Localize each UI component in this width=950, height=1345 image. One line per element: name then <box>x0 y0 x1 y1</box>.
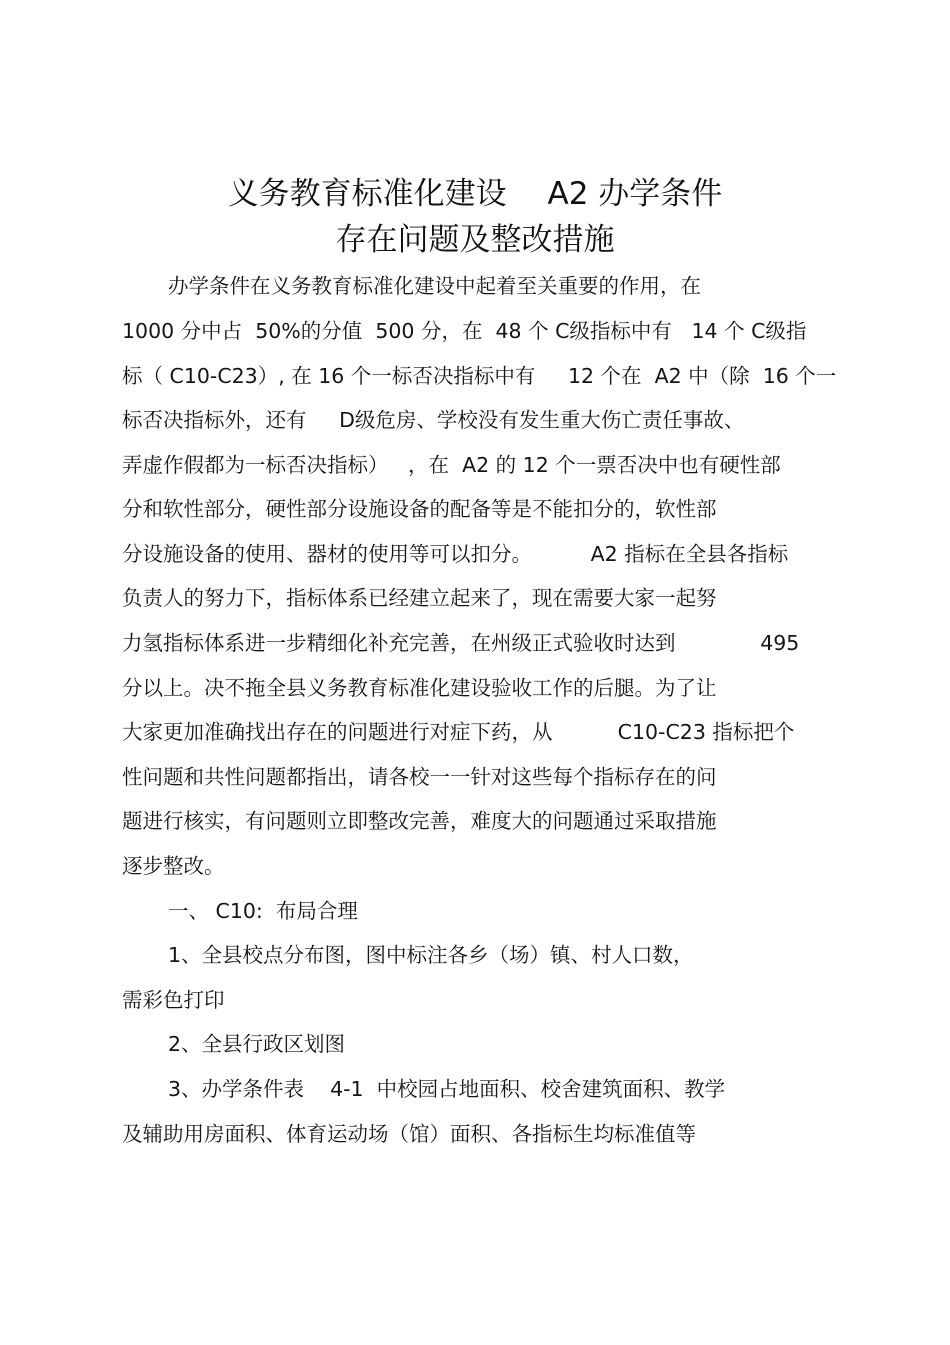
body-line-3: 标（ C10-C23）, 在 16 个一标否决指标中有 12 个在 A2 中（除 16 个一 <box>122 364 837 388</box>
body-line-14: 逐步整改。 <box>122 854 225 878</box>
item-3-line-2: 及辅助用房面积、体育运动场（馆）面积、各指标生均标准值等 <box>122 1122 696 1146</box>
body-line-11: 大家更加准确找出存在的问题进行对症下药，从 C10-C23 指标把个 <box>122 720 795 744</box>
body-line-9: 力氢指标体系进一步精细化补充完善，在州级正式验收时达到 495 <box>122 631 800 655</box>
body-line-4: 标否决指标外，还有 D级危房、学校没有发生重大伤亡责任事故、 <box>122 408 745 432</box>
body-line-6: 分和软性部分，硬性部分设施设备的配备等是不能扣分的，软性部 <box>122 497 717 521</box>
item-1-line-1: 1、全县校点分布图，图中标注各乡（场）镇、村人口数， <box>168 943 694 967</box>
item-2: 2、全县行政区划图 <box>168 1032 346 1056</box>
body-line-8: 负责人的努力下，指标体系已经建立起来了，现在需要大家一起努 <box>122 586 717 610</box>
item-1-line-2: 需彩色打印 <box>122 988 225 1012</box>
document-title-line-2: 存在问题及整改措施 <box>335 222 615 258</box>
body-line-10: 分以上。决不拖全县义务教育标准化建设验收工作的后腿。为了让 <box>122 676 717 700</box>
section-heading-c10: 一、 C10: 布局合理 <box>168 899 358 923</box>
body-line-12: 性问题和共性问题都指出，请各校一一针对这些每个指标存在的问 <box>122 765 717 789</box>
document-title-line-1: 义务教育标准化建设 A2 办学条件 <box>227 176 723 212</box>
item-3-line-1: 3、办学条件表 4-1 中校园占地面积、校舍建筑面积、教学 <box>168 1077 726 1101</box>
body-line-1: 办学条件在义务教育标准化建设中起着至关重要的作用，在 <box>168 274 701 298</box>
body-line-7: 分设施设备的使用、器材的使用等可以扣分。 A2 指标在全县各指标 <box>122 542 789 566</box>
body-line-5: 弄虚作假都为一标否决指标） ，在 A2 的 12 个一票否决中也有硬性部 <box>122 453 781 477</box>
body-line-2: 1000 分中占 50%的分值 500 分，在 48 个 C级指标中有 14 个 C级指 <box>122 319 807 343</box>
body-line-13: 题进行核实，有问题则立即整改完善，难度大的问题通过采取措施 <box>122 809 717 833</box>
